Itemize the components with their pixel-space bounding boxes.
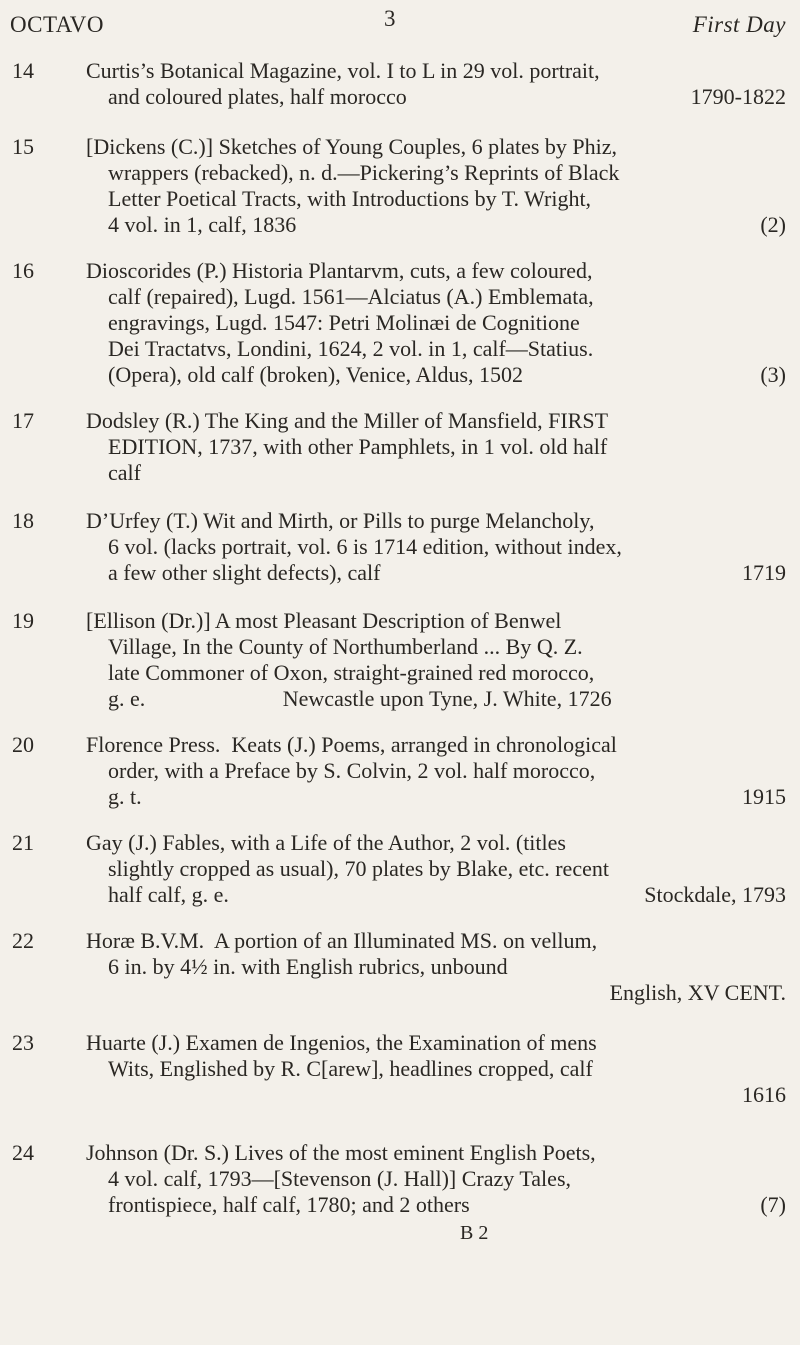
lot-date: 1616: [742, 1082, 786, 1107]
lot-line: order, with a Preface by S. Colvin, 2 vol. half morocco,: [108, 758, 596, 783]
page-header: [10, 6, 786, 46]
lot-line: [Ellison (Dr.)] A most Pleasant Description of Benwel: [86, 608, 562, 633]
lot-line: Dodsley (R.) The King and the Miller of Mansfield, FIRST: [86, 408, 609, 433]
lot-number: 24: [12, 1140, 34, 1165]
lot-number: 23: [12, 1030, 34, 1055]
lot-15: [12, 134, 786, 238]
lot-20: [12, 732, 786, 810]
lot-line: Huarte (J.) Examen de Ingenios, the Examination of mens: [86, 1030, 597, 1055]
lot-line: [Dickens (C.)] Sketches of Young Couples, 6 plates by Phiz,: [86, 134, 618, 159]
page-number: 3: [384, 6, 396, 31]
lot-number: 20: [12, 732, 34, 757]
lot-line: a few other slight defects), calf: [108, 560, 381, 585]
lot-line: Johnson (Dr. S.) Lives of the most eminent English Poets,: [86, 1140, 596, 1165]
lot-line: half calf, g. e.: [108, 882, 229, 907]
lot-line: frontispiece, half calf, 1780; and 2 others: [108, 1192, 470, 1217]
lot-17: [12, 408, 786, 486]
lot-21: [12, 830, 786, 908]
lot-date: English, XV CENT.: [609, 980, 786, 1005]
lot-24: [12, 1140, 786, 1218]
lot-line: Curtis’s Botanical Magazine, vol. I to L in 29 vol. portrait,: [86, 58, 600, 83]
lot-number: 14: [12, 58, 34, 83]
lot-18: [12, 508, 786, 586]
lot-line: Dioscorides (P.) Historia Plantarvm, cuts, a few coloured,: [86, 258, 593, 283]
signature-mark: B 2: [460, 1222, 489, 1244]
lot-16: [12, 258, 786, 388]
lot-date: 1915: [742, 784, 786, 809]
lot-line: Florence Press. Keats (J.) Poems, arranged in chronological: [86, 732, 617, 757]
lot-number: 21: [12, 830, 34, 855]
lot-date: (2): [760, 212, 786, 237]
lot-date: (3): [760, 362, 786, 387]
lot-line: g. e. Newcastle upon Tyne, J. White, 1726: [108, 686, 612, 711]
lot-line: D’Urfey (T.) Wit and Mirth, or Pills to purge Melancholy,: [86, 508, 595, 533]
lot-23: [12, 1030, 786, 1108]
lot-line: 6 vol. (lacks portrait, vol. 6 is 1714 edition, without index,: [108, 534, 622, 559]
lot-line: Horæ B.V.M. A portion of an Illuminated MS. on vellum,: [86, 928, 598, 953]
lot-date: Stockdale, 1793: [644, 882, 786, 907]
lot-line: Gay (J.) Fables, with a Life of the Author, 2 vol. (titles: [86, 830, 566, 855]
lot-line: Letter Poetical Tracts, with Introductions by T. Wright,: [108, 186, 592, 211]
header-format: OCTAVO: [10, 12, 105, 37]
lot-line: 6 in. by 4½ in. with English rubrics, unbound: [108, 954, 508, 979]
lot-line: Village, In the County of Northumberland ... By Q. Z.: [108, 634, 583, 659]
lot-date: 1719: [742, 560, 786, 585]
lot-line: 4 vol. calf, 1793—[Stevenson (J. Hall)] Crazy Tales,: [108, 1166, 571, 1191]
lot-line: wrappers (rebacked), n. d.—Pickering’s Reprints of Black: [108, 160, 620, 185]
lot-line: Dei Tractatvs, Londini, 1624, 2 vol. in 1, calf—Statius.: [108, 336, 594, 361]
header-day: First Day: [692, 12, 786, 37]
lot-line: and coloured plates, half morocco: [108, 84, 407, 109]
lot-date: 1790-1822: [690, 84, 786, 109]
lot-number: 19: [12, 608, 34, 633]
lot-line: slightly cropped as usual), 70 plates by Blake, etc. recent: [108, 856, 609, 881]
lot-number: 15: [12, 134, 34, 159]
lot-line: calf (repaired), Lugd. 1561—Alciatus (A.) Emblemata,: [108, 284, 594, 309]
lot-line: g. t.: [108, 784, 142, 809]
lot-line: late Commoner of Oxon, straight-grained red morocco,: [108, 660, 595, 685]
lot-14: [12, 58, 786, 110]
lot-19: [12, 608, 786, 712]
lot-line: calf: [108, 460, 141, 485]
lot-number: 18: [12, 508, 34, 533]
lot-number: 17: [12, 408, 34, 433]
lot-date: (7): [760, 1192, 786, 1217]
lot-number: 22: [12, 928, 34, 953]
lot-line: 4 vol. in 1, calf, 1836: [108, 212, 297, 237]
lot-line: EDITION, 1737, with other Pamphlets, in 1 vol. old half: [108, 434, 608, 459]
lot-line: Wits, Englished by R. C[arew], headlines cropped, calf: [108, 1056, 593, 1081]
lot-number: 16: [12, 258, 34, 283]
lot-22: [12, 928, 786, 1006]
lot-line: engravings, Lugd. 1547: Petri Molinæi de Cognitione: [108, 310, 580, 335]
lot-line: (Opera), old calf (broken), Venice, Aldus, 1502: [108, 362, 524, 387]
